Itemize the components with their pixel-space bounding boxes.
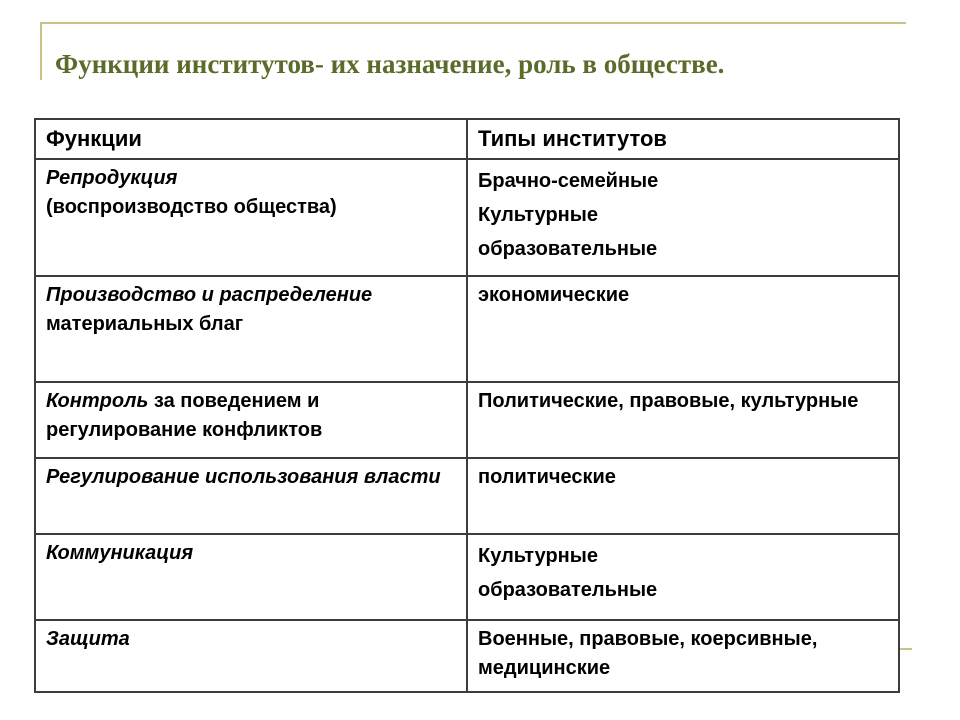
institution-type: образовательные	[478, 579, 658, 601]
institution-type: образовательные	[478, 238, 658, 260]
function-name: Производство и распределение	[46, 284, 373, 306]
institution-type: экономические	[478, 284, 630, 306]
types-cell	[467, 534, 899, 620]
function-name: Защита	[46, 628, 130, 650]
function-name: Контроль	[46, 390, 149, 412]
function-description: (воспроизводство общества)	[46, 196, 337, 218]
types-cell	[467, 159, 899, 276]
header-institution-types: Типы институтов	[467, 119, 899, 159]
types-cell	[467, 276, 899, 382]
decorative-left-line	[40, 22, 42, 80]
types-cell	[467, 458, 899, 534]
functions-table	[34, 118, 900, 693]
table-row	[35, 458, 899, 534]
types-cell	[467, 382, 899, 458]
institution-type: Культурные	[478, 204, 598, 226]
page-title: Функции институтов- их назначение, роль в обществе.	[55, 49, 725, 79]
function-name: Коммуникация	[46, 542, 194, 564]
function-cell	[35, 159, 467, 276]
function-name: Регулирование использования власти	[46, 466, 441, 488]
function-cell	[35, 534, 467, 620]
institution-type: Брачно-семейные	[478, 170, 659, 192]
types-cell	[467, 620, 899, 692]
function-cell	[35, 276, 467, 382]
decorative-top-line	[40, 22, 906, 24]
header-functions: Функции	[35, 119, 467, 159]
institution-type: политические	[478, 466, 616, 488]
function-cell	[35, 620, 467, 692]
table-row	[35, 382, 899, 458]
table-row	[35, 276, 899, 382]
function-description: за поведением и регулирование конфликтов	[46, 390, 323, 441]
table-row	[35, 159, 899, 276]
function-cell	[35, 382, 467, 458]
table-row	[35, 620, 899, 692]
table-header-row	[35, 119, 899, 159]
table-row	[35, 534, 899, 620]
institution-type: Политические, правовые, культурные	[478, 390, 859, 412]
institution-type: Военные, правовые, коерсивные, медицинские	[478, 628, 818, 679]
function-cell	[35, 458, 467, 534]
function-name: Репродукция	[46, 167, 178, 189]
institution-type: Культурные	[478, 545, 598, 567]
function-description: материальных благ	[46, 313, 244, 335]
